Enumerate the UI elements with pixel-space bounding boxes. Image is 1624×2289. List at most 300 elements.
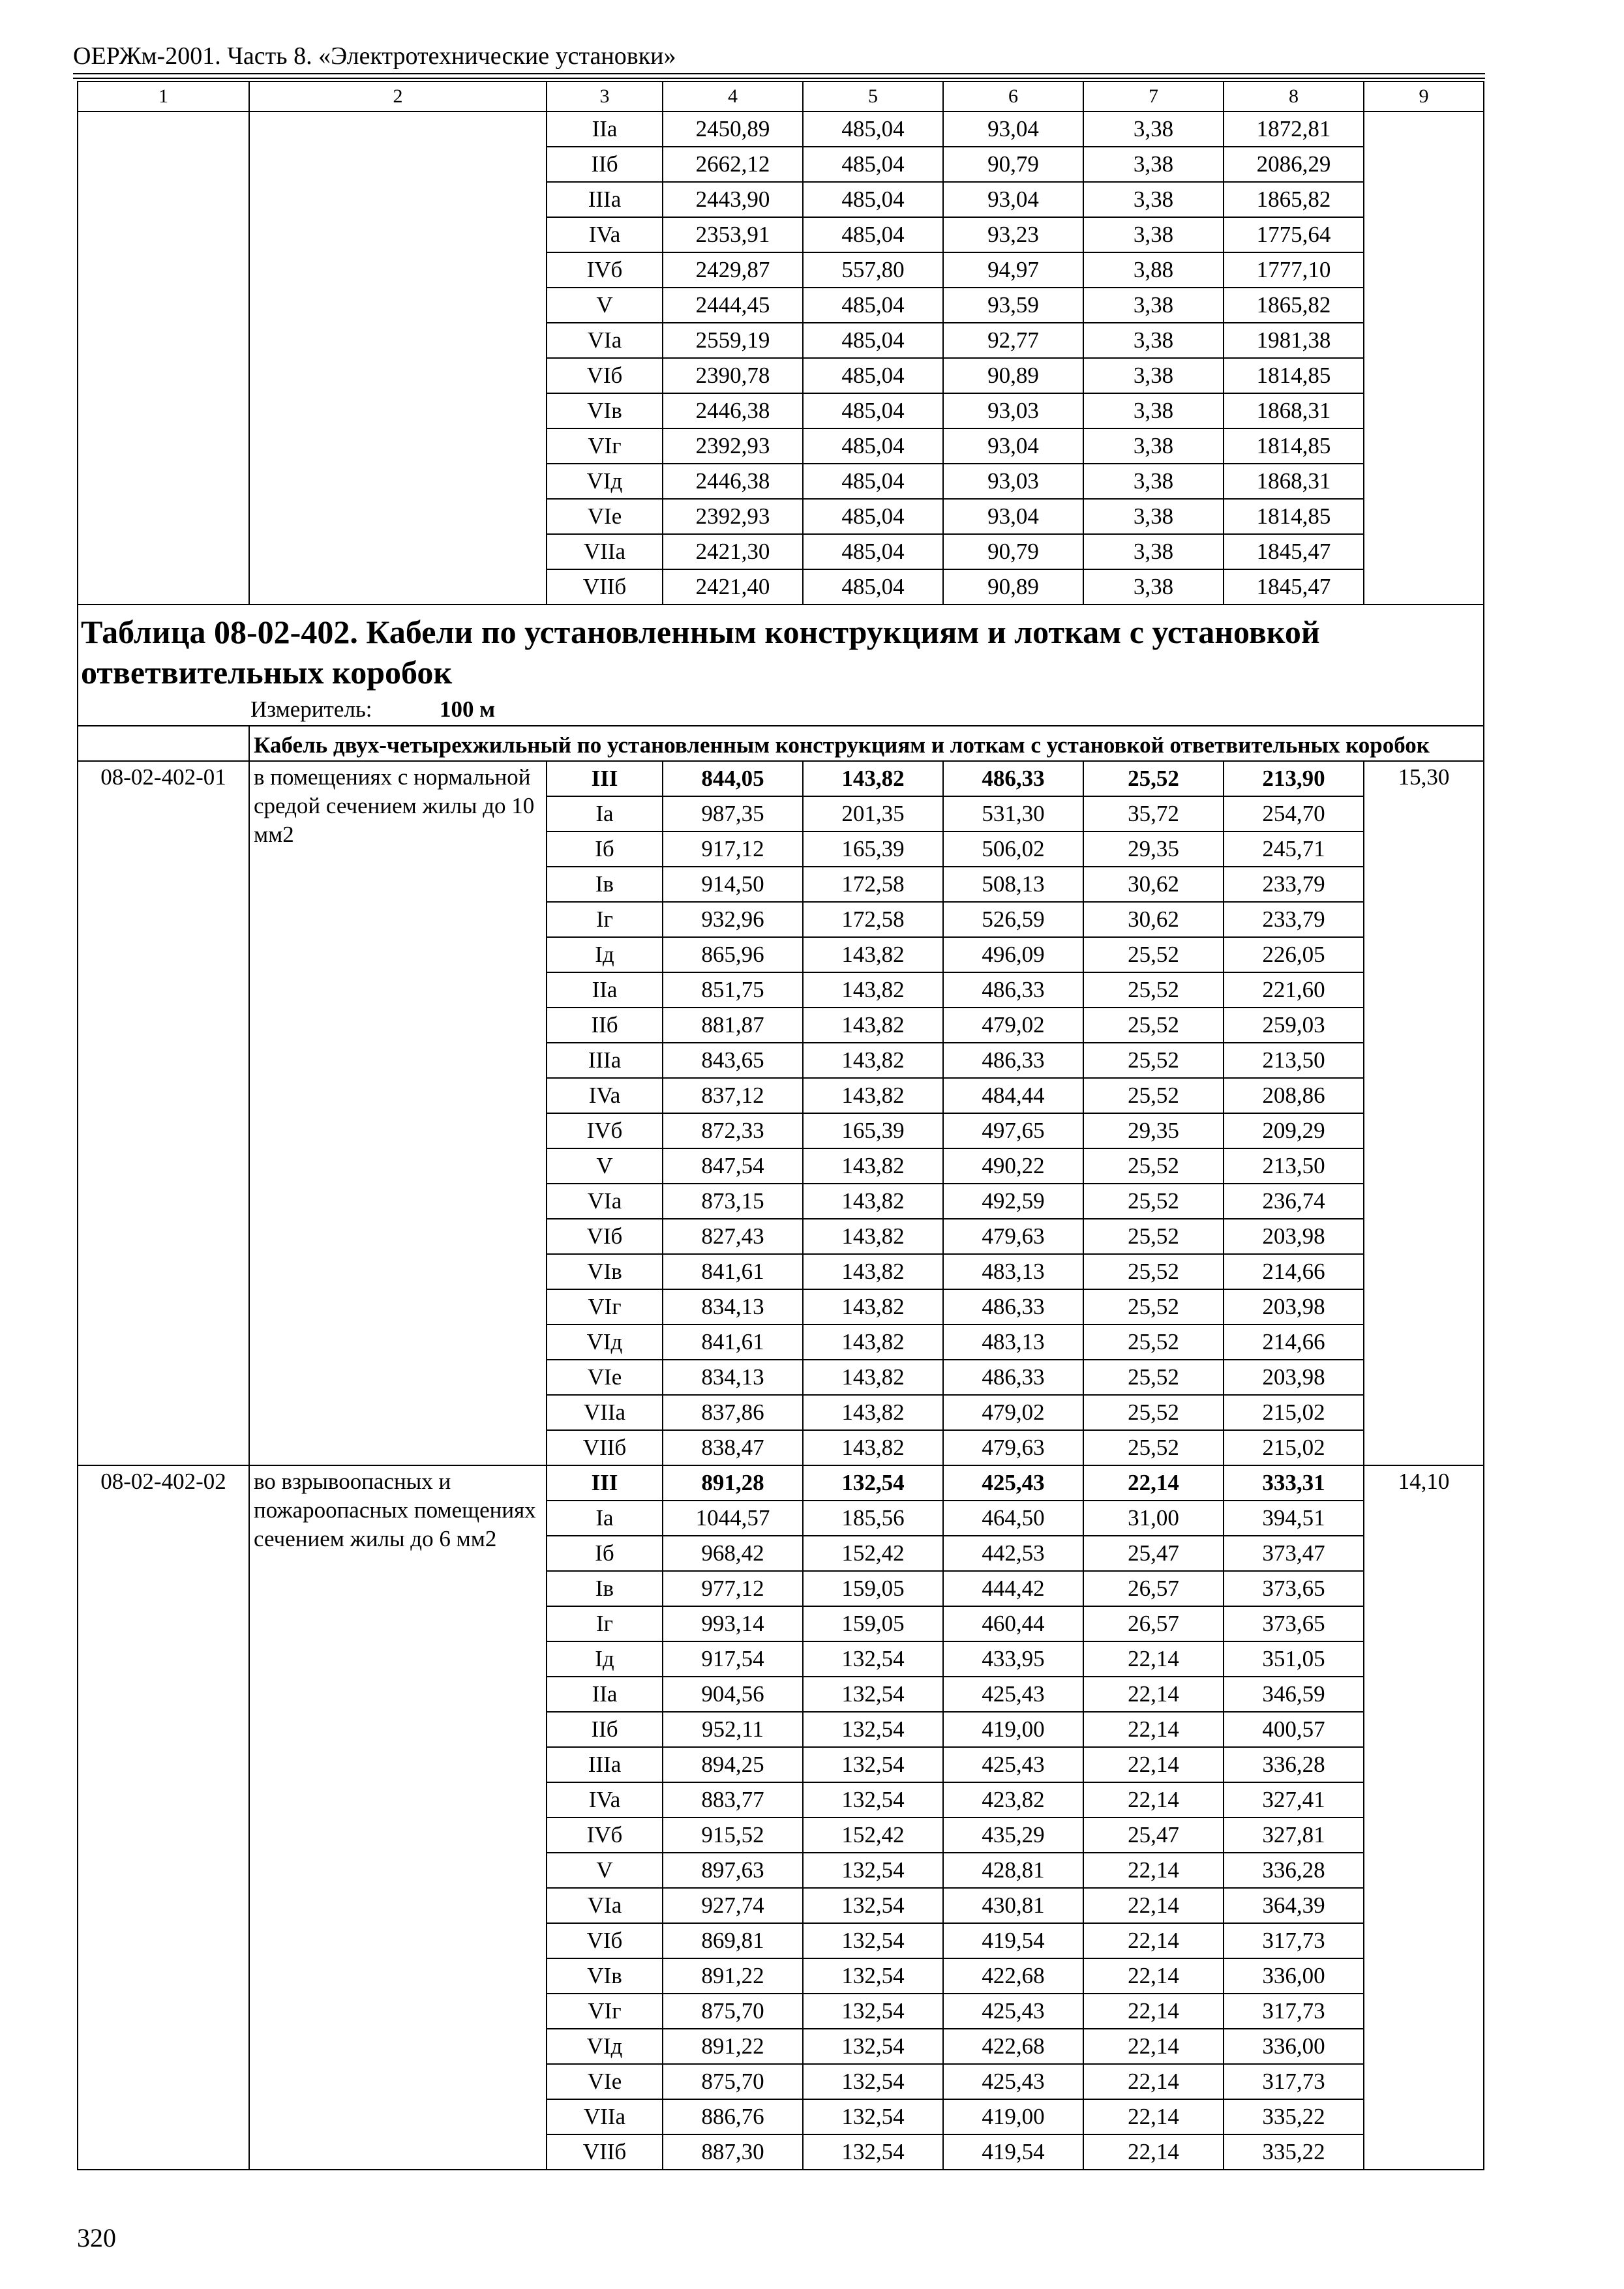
col9-cell	[1364, 112, 1484, 605]
value-cell: 915,52	[663, 1818, 803, 1853]
zone-cell: Iг	[547, 902, 663, 937]
value-cell: 25,52	[1083, 1078, 1224, 1113]
value-cell: 93,59	[943, 288, 1083, 323]
zone-cell: VIв	[547, 1254, 663, 1289]
value-cell: 2421,40	[663, 569, 803, 605]
value-cell: 3,38	[1083, 428, 1224, 464]
value-cell: 143,82	[803, 1148, 943, 1184]
value-cell: 226,05	[1224, 937, 1364, 972]
value-cell: 132,54	[803, 1888, 943, 1923]
value-cell: 486,33	[943, 972, 1083, 1008]
value-cell: 827,43	[663, 1219, 803, 1254]
value-cell: 132,54	[803, 1641, 943, 1677]
value-cell: 419,54	[943, 1923, 1083, 1958]
unit-row	[81, 696, 1481, 724]
value-cell: 221,60	[1224, 972, 1364, 1008]
value-cell: 917,54	[663, 1641, 803, 1677]
zone-cell: IIIa	[547, 1043, 663, 1078]
value-cell: 185,56	[803, 1501, 943, 1536]
zone-cell: VIe	[547, 499, 663, 534]
zone-cell: VIг	[547, 1289, 663, 1324]
value-cell: 897,63	[663, 1853, 803, 1888]
item-description: во взрывоопасных и пожароопасных помещениях сечением жилы до 6 мм2	[249, 1465, 547, 2170]
value-cell: 837,86	[663, 1395, 803, 1430]
zone-cell: VIг	[547, 428, 663, 464]
value-cell: 35,72	[1083, 796, 1224, 831]
item-col9: 14,10	[1364, 1465, 1484, 2170]
value-cell: 2443,90	[663, 182, 803, 217]
value-cell: 1865,82	[1224, 182, 1364, 217]
value-cell: 92,77	[943, 323, 1083, 358]
value-cell: 3,38	[1083, 569, 1224, 605]
value-cell: 373,65	[1224, 1571, 1364, 1606]
value-cell: 143,82	[803, 937, 943, 972]
value-cell: 132,54	[803, 1994, 943, 2029]
value-cell: 215,02	[1224, 1430, 1364, 1465]
value-cell: 485,04	[803, 182, 943, 217]
value-cell: 214,66	[1224, 1254, 1364, 1289]
value-cell: 3,38	[1083, 499, 1224, 534]
value-cell: 317,73	[1224, 2064, 1364, 2099]
zone-cell: Iб	[547, 831, 663, 867]
zone-cell: IIa	[547, 112, 663, 147]
value-cell: 485,04	[803, 112, 943, 147]
value-cell: 214,66	[1224, 1324, 1364, 1360]
value-cell: 444,42	[943, 1571, 1083, 1606]
value-cell: 838,47	[663, 1430, 803, 1465]
zone-cell: VIд	[547, 464, 663, 499]
zone-cell: VIIa	[547, 534, 663, 569]
value-cell: 485,04	[803, 323, 943, 358]
column-number: 6	[943, 82, 1083, 112]
value-cell: 847,54	[663, 1148, 803, 1184]
value-cell: 30,62	[1083, 902, 1224, 937]
value-cell: 215,02	[1224, 1395, 1364, 1430]
item-code: 08-02-402-02	[78, 1465, 249, 2170]
value-cell: 952,11	[663, 1712, 803, 1747]
page-number: 320	[77, 2223, 116, 2252]
value-cell: 25,52	[1083, 1148, 1224, 1184]
value-cell: 22,14	[1083, 1853, 1224, 1888]
value-cell: 132,54	[803, 1923, 943, 1958]
value-cell: 209,29	[1224, 1113, 1364, 1148]
value-cell: 887,30	[663, 2134, 803, 2170]
value-cell: 3,88	[1083, 252, 1224, 288]
value-cell: 496,09	[943, 937, 1083, 972]
column-number: 3	[547, 82, 663, 112]
header-rule-top	[73, 73, 1485, 74]
zone-cell: Iв	[547, 867, 663, 902]
value-cell: 22,14	[1083, 1994, 1224, 2029]
value-cell: 3,38	[1083, 534, 1224, 569]
value-cell: 3,38	[1083, 217, 1224, 252]
value-cell: 485,04	[803, 358, 943, 393]
zone-cell: IVa	[547, 1782, 663, 1818]
zone-cell: IVб	[547, 1113, 663, 1148]
value-cell: 317,73	[1224, 1994, 1364, 2029]
value-cell: 336,28	[1224, 1747, 1364, 1782]
zone-cell: IIIa	[547, 182, 663, 217]
table-row	[78, 1465, 1484, 1501]
value-cell: 254,70	[1224, 796, 1364, 831]
subheading-spacer	[78, 726, 249, 761]
value-cell: 2086,29	[1224, 147, 1364, 182]
value-cell: 435,29	[943, 1818, 1083, 1853]
value-cell: 2429,87	[663, 252, 803, 288]
value-cell: 891,22	[663, 1958, 803, 1994]
value-cell: 2559,19	[663, 323, 803, 358]
unit-value: 100 м	[440, 696, 496, 722]
value-cell: 22,14	[1083, 1641, 1224, 1677]
value-cell: 159,05	[803, 1606, 943, 1641]
value-cell: 486,33	[943, 1289, 1083, 1324]
zone-cell: VIб	[547, 358, 663, 393]
value-cell: 464,50	[943, 1501, 1083, 1536]
value-cell: 479,63	[943, 1430, 1083, 1465]
value-cell: 1845,47	[1224, 569, 1364, 605]
value-cell: 425,43	[943, 1677, 1083, 1712]
value-cell: 90,89	[943, 569, 1083, 605]
value-cell: 425,43	[943, 1747, 1083, 1782]
value-cell: 485,04	[803, 499, 943, 534]
value-cell: 2446,38	[663, 464, 803, 499]
zone-cell: VIe	[547, 2064, 663, 2099]
value-cell: 25,52	[1083, 761, 1224, 796]
value-cell: 26,57	[1083, 1571, 1224, 1606]
page-header: ОЕРЖм-2001. Часть 8. «Электротехнические установки»	[73, 42, 676, 70]
description-cell	[249, 112, 547, 605]
value-cell: 25,52	[1083, 1254, 1224, 1289]
column-number: 1	[78, 82, 249, 112]
value-cell: 143,82	[803, 1289, 943, 1324]
value-cell: 843,65	[663, 1043, 803, 1078]
value-cell: 25,52	[1083, 937, 1224, 972]
value-cell: 2450,89	[663, 112, 803, 147]
header-rule-bottom	[73, 78, 1485, 79]
value-cell: 3,38	[1083, 464, 1224, 499]
value-cell: 143,82	[803, 1360, 943, 1395]
value-cell: 834,13	[663, 1289, 803, 1324]
value-cell: 25,47	[1083, 1818, 1224, 1853]
zone-cell: IVб	[547, 1818, 663, 1853]
value-cell: 428,81	[943, 1853, 1083, 1888]
value-cell: 3,38	[1083, 147, 1224, 182]
value-cell: 851,75	[663, 972, 803, 1008]
value-cell: 203,98	[1224, 1289, 1364, 1324]
zone-cell: III	[547, 1465, 663, 1501]
value-cell: 143,82	[803, 1008, 943, 1043]
zone-cell: VIIб	[547, 2134, 663, 2170]
zone-cell: IIa	[547, 1677, 663, 1712]
value-cell: 430,81	[943, 1888, 1083, 1923]
zone-cell: VIa	[547, 323, 663, 358]
value-cell: 492,59	[943, 1184, 1083, 1219]
value-cell: 346,59	[1224, 1677, 1364, 1712]
value-cell: 422,68	[943, 1958, 1083, 1994]
value-cell: 977,12	[663, 1571, 803, 1606]
value-cell: 422,68	[943, 2029, 1083, 2064]
zone-cell: VIв	[547, 1958, 663, 1994]
value-cell: 881,87	[663, 1008, 803, 1043]
value-cell: 233,79	[1224, 867, 1364, 902]
value-cell: 883,77	[663, 1782, 803, 1818]
value-cell: 143,82	[803, 761, 943, 796]
value-cell: 1845,47	[1224, 534, 1364, 569]
value-cell: 165,39	[803, 831, 943, 867]
value-cell: 1814,85	[1224, 428, 1364, 464]
value-cell: 419,54	[943, 2134, 1083, 2170]
value-cell: 22,14	[1083, 2134, 1224, 2170]
item-code: 08-02-402-01	[78, 761, 249, 1465]
value-cell: 497,65	[943, 1113, 1083, 1148]
value-cell: 172,58	[803, 867, 943, 902]
value-cell: 2353,91	[663, 217, 803, 252]
value-cell: 865,96	[663, 937, 803, 972]
value-cell: 317,73	[1224, 1923, 1364, 1958]
column-number-row	[78, 82, 1484, 112]
value-cell: 165,39	[803, 1113, 943, 1148]
value-cell: 490,22	[943, 1148, 1083, 1184]
value-cell: 508,13	[943, 867, 1083, 902]
value-cell: 132,54	[803, 2134, 943, 2170]
value-cell: 22,14	[1083, 1712, 1224, 1747]
value-cell: 400,57	[1224, 1712, 1364, 1747]
value-cell: 485,04	[803, 217, 943, 252]
value-cell: 485,04	[803, 534, 943, 569]
zone-cell: VIa	[547, 1184, 663, 1219]
value-cell: 2390,78	[663, 358, 803, 393]
zone-cell: Ia	[547, 1501, 663, 1536]
value-cell: 526,59	[943, 902, 1083, 937]
zone-cell: VIб	[547, 1219, 663, 1254]
value-cell: 886,76	[663, 2099, 803, 2134]
value-cell: 3,38	[1083, 288, 1224, 323]
value-cell: 425,43	[943, 1465, 1083, 1501]
value-cell: 1775,64	[1224, 217, 1364, 252]
zone-cell: IIб	[547, 1712, 663, 1747]
value-cell: 1868,31	[1224, 464, 1364, 499]
value-cell: 143,82	[803, 972, 943, 1008]
value-cell: 336,00	[1224, 1958, 1364, 1994]
column-number: 9	[1364, 82, 1484, 112]
value-cell: 245,71	[1224, 831, 1364, 867]
zone-cell: Iб	[547, 1536, 663, 1571]
value-cell: 2392,93	[663, 428, 803, 464]
item-description: в помещениях с нормальной средой сечением жилы до 10 мм2	[249, 761, 547, 1465]
rates-table	[77, 81, 1484, 2170]
value-cell: 419,00	[943, 1712, 1083, 1747]
value-cell: 1872,81	[1224, 112, 1364, 147]
table-row	[78, 112, 1484, 147]
value-cell: 837,12	[663, 1078, 803, 1113]
value-cell: 22,14	[1083, 1888, 1224, 1923]
zone-cell: Iд	[547, 937, 663, 972]
value-cell: 30,62	[1083, 867, 1224, 902]
value-cell: 22,14	[1083, 1747, 1224, 1782]
value-cell: 917,12	[663, 831, 803, 867]
value-cell: 93,04	[943, 182, 1083, 217]
value-cell: 25,52	[1083, 1324, 1224, 1360]
value-cell: 132,54	[803, 1782, 943, 1818]
value-cell: 233,79	[1224, 902, 1364, 937]
value-cell: 486,33	[943, 761, 1083, 796]
value-cell: 203,98	[1224, 1219, 1364, 1254]
value-cell: 132,54	[803, 1465, 943, 1501]
zone-cell: VIIб	[547, 569, 663, 605]
value-cell: 336,00	[1224, 2029, 1364, 2064]
value-cell: 425,43	[943, 2064, 1083, 2099]
value-cell: 25,52	[1083, 1289, 1224, 1324]
value-cell: 132,54	[803, 2029, 943, 2064]
value-cell: 2446,38	[663, 393, 803, 428]
value-cell: 132,54	[803, 1712, 943, 1747]
value-cell: 442,53	[943, 1536, 1083, 1571]
value-cell: 483,13	[943, 1254, 1083, 1289]
value-cell: 891,22	[663, 2029, 803, 2064]
column-number: 8	[1224, 82, 1364, 112]
value-cell: 152,42	[803, 1818, 943, 1853]
value-cell: 93,04	[943, 112, 1083, 147]
value-cell: 94,97	[943, 252, 1083, 288]
value-cell: 460,44	[943, 1606, 1083, 1641]
value-cell: 152,42	[803, 1536, 943, 1571]
value-cell: 132,54	[803, 1853, 943, 1888]
value-cell: 327,81	[1224, 1818, 1364, 1853]
value-cell: 1814,85	[1224, 499, 1364, 534]
zone-cell: VIд	[547, 2029, 663, 2064]
value-cell: 927,74	[663, 1888, 803, 1923]
value-cell: 373,47	[1224, 1536, 1364, 1571]
value-cell: 479,63	[943, 1219, 1083, 1254]
zone-cell: IIб	[547, 147, 663, 182]
value-cell: 213,50	[1224, 1148, 1364, 1184]
value-cell: 90,79	[943, 534, 1083, 569]
zone-cell: VIIa	[547, 2099, 663, 2134]
value-cell: 132,54	[803, 1747, 943, 1782]
value-cell: 208,86	[1224, 1078, 1364, 1113]
value-cell: 483,13	[943, 1324, 1083, 1360]
value-cell: 419,00	[943, 2099, 1083, 2134]
column-number: 7	[1083, 82, 1224, 112]
zone-cell: Iд	[547, 1641, 663, 1677]
value-cell: 484,44	[943, 1078, 1083, 1113]
zone-cell: IIa	[547, 972, 663, 1008]
value-cell: 22,14	[1083, 2064, 1224, 2099]
value-cell: 25,52	[1083, 1360, 1224, 1395]
zone-cell: V	[547, 288, 663, 323]
value-cell: 557,80	[803, 252, 943, 288]
value-cell: 1865,82	[1224, 288, 1364, 323]
item-col9: 15,30	[1364, 761, 1484, 1465]
value-cell: 1868,31	[1224, 393, 1364, 428]
value-cell: 26,57	[1083, 1606, 1224, 1641]
title-cell	[78, 605, 1484, 726]
value-cell: 25,52	[1083, 1008, 1224, 1043]
value-cell: 3,38	[1083, 393, 1224, 428]
value-cell: 93,03	[943, 464, 1083, 499]
value-cell: 3,38	[1083, 112, 1224, 147]
value-cell: 29,35	[1083, 1113, 1224, 1148]
value-cell: 875,70	[663, 2064, 803, 2099]
value-cell: 1814,85	[1224, 358, 1364, 393]
value-cell: 93,03	[943, 393, 1083, 428]
value-cell: 31,00	[1083, 1501, 1224, 1536]
value-cell: 2662,12	[663, 147, 803, 182]
value-cell: 93,23	[943, 217, 1083, 252]
value-cell: 201,35	[803, 796, 943, 831]
value-cell: 485,04	[803, 147, 943, 182]
value-cell: 25,47	[1083, 1536, 1224, 1571]
code-cell	[78, 112, 249, 605]
value-cell: 143,82	[803, 1254, 943, 1289]
value-cell: 236,74	[1224, 1184, 1364, 1219]
value-cell: 841,61	[663, 1324, 803, 1360]
value-cell: 423,82	[943, 1782, 1083, 1818]
zone-cell: Iв	[547, 1571, 663, 1606]
value-cell: 25,52	[1083, 1430, 1224, 1465]
value-cell: 841,61	[663, 1254, 803, 1289]
zone-cell: VIв	[547, 393, 663, 428]
value-cell: 22,14	[1083, 2029, 1224, 2064]
zone-cell: IIIa	[547, 1747, 663, 1782]
value-cell: 132,54	[803, 2099, 943, 2134]
value-cell: 485,04	[803, 288, 943, 323]
value-cell: 335,22	[1224, 2099, 1364, 2134]
subheading-row	[78, 726, 1484, 761]
value-cell: 143,82	[803, 1219, 943, 1254]
value-cell: 485,04	[803, 393, 943, 428]
value-cell: 132,54	[803, 1677, 943, 1712]
zone-cell: VIг	[547, 1994, 663, 2029]
value-cell: 1981,38	[1224, 323, 1364, 358]
value-cell: 479,02	[943, 1008, 1083, 1043]
zone-cell: VIIб	[547, 1430, 663, 1465]
value-cell: 29,35	[1083, 831, 1224, 867]
value-cell: 1044,57	[663, 1501, 803, 1536]
value-cell: 3,38	[1083, 358, 1224, 393]
zone-cell: IVa	[547, 1078, 663, 1113]
value-cell: 2421,30	[663, 534, 803, 569]
value-cell: 90,89	[943, 358, 1083, 393]
value-cell: 904,56	[663, 1677, 803, 1712]
value-cell: 479,02	[943, 1395, 1083, 1430]
value-cell: 336,28	[1224, 1853, 1364, 1888]
column-number: 4	[663, 82, 803, 112]
value-cell: 22,14	[1083, 1923, 1224, 1958]
value-cell: 22,14	[1083, 2099, 1224, 2134]
value-cell: 486,33	[943, 1043, 1083, 1078]
value-cell: 25,52	[1083, 1219, 1224, 1254]
column-number: 2	[249, 82, 547, 112]
table-row	[78, 761, 1484, 796]
value-cell: 2444,45	[663, 288, 803, 323]
value-cell: 485,04	[803, 569, 943, 605]
value-cell: 213,90	[1224, 761, 1364, 796]
value-cell: 143,82	[803, 1324, 943, 1360]
zone-cell: IVб	[547, 252, 663, 288]
value-cell: 351,05	[1224, 1641, 1364, 1677]
value-cell: 159,05	[803, 1571, 943, 1606]
zone-cell: VIд	[547, 1324, 663, 1360]
value-cell: 93,04	[943, 499, 1083, 534]
value-cell: 333,31	[1224, 1465, 1364, 1501]
value-cell: 364,39	[1224, 1888, 1364, 1923]
value-cell: 987,35	[663, 796, 803, 831]
value-cell: 22,14	[1083, 1465, 1224, 1501]
value-cell: 25,52	[1083, 972, 1224, 1008]
value-cell: 932,96	[663, 902, 803, 937]
title-row	[78, 605, 1484, 726]
